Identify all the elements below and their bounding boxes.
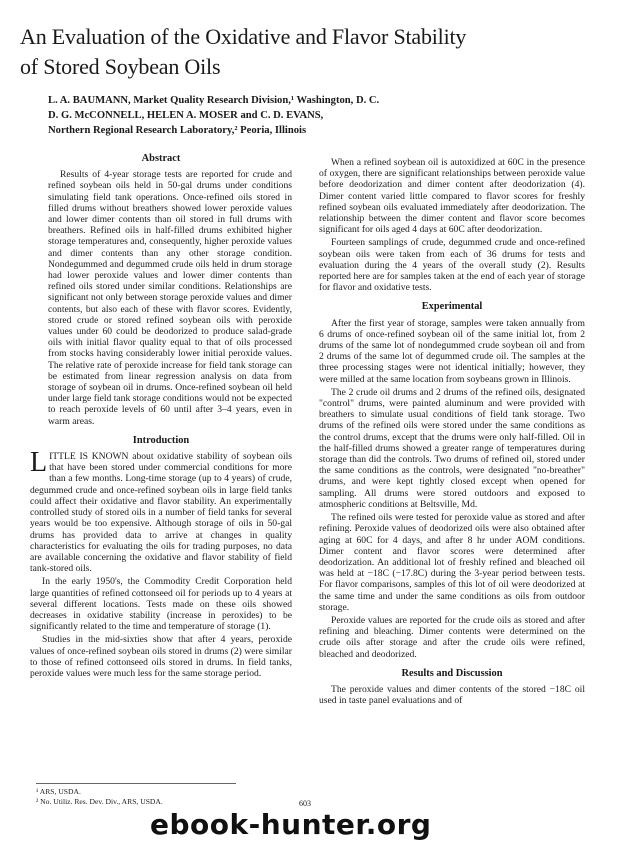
watermark: ebook-hunter.org xyxy=(150,808,432,841)
abstract-heading: Abstract xyxy=(141,153,181,164)
page-number: 603 xyxy=(299,799,311,808)
paper-title xyxy=(20,22,600,82)
introduction-paragraph-2: In the early 1950's, the Commodity Credit Corporation held large quantities of refined cottonseed oil for periods up to 4 years at several different locations. Tests made on these oils showed decreases in oxidative stability (increase in peroxides) to be significantly related to the time and temperature of storage (1). xyxy=(30,576,292,633)
footnote-1: ¹ ARS, USDA. xyxy=(36,787,81,796)
right-intro-paragraph-2: Fourteen samplings of crude, degummed crude and once-refined soybean oils were taken from each of 36 drums for tests and evaluation during the 4 years of the overall study (2). Results reported here are for samples taken at the end of each year of storage for flavor and oxidative tests. xyxy=(319,237,585,294)
author-line-2: D. G. McCONNELL, HELEN A. MOSER and C. D. EVANS, xyxy=(48,110,324,121)
footnotes xyxy=(36,783,236,806)
title-line-2: of Stored Soybean Oils xyxy=(20,54,221,79)
right-column xyxy=(319,157,585,708)
footnote-2: ² No. Utiliz. Res. Dev. Div., ARS, USDA. xyxy=(36,796,163,806)
abstract-text: Results of 4-year storage tests are reported for crude and refined soybean oils held in 50-gal drums under conditions simulating field tank operations. Once-refined oils stored in filled drums without breathers showed lower peroxide values and lower dimer contents than oil stored in full drums with breathers. Refined oils in half-filled drums exhibited higher storage temperatures and, consequently, higher peroxide values and dimer contents than any other storage condition. Nondegummed and degummed crude oils held in drum storage had lower peroxide values and lower dimer contents than refined oils stored under similar conditions. Relationships are significant not only between storage peroxide values and dimer contents, but also each of these with flavor scores. Evidently, stored crude or stored refined soybean oils with peroxide values under 60 could be deodorized to produce salad-grade oils with initial flavor quality equal to that of oils processed from stocks having considerably lower initial peroxide values. The relative rate of peroxide increase for field tank storage can be estimated from linear regression analysis on data from storage of soybean oil in drums. Once-refined soybean oil held under large field tank storage conditions would not be expected to reach peroxide levels of 60 until after 3–4 years, even in warm areas. xyxy=(48,169,292,427)
author-line-1: L. A. BAUMANN, Market Quality Research Division,¹ Washington, D. C. xyxy=(48,95,380,106)
author-block xyxy=(48,93,608,138)
experimental-heading: Experimental xyxy=(421,301,483,313)
right-intro-paragraph-1: When a refined soybean oil is autoxidized at 60C in the presence of oxygen, there are significant relationships between peroxide value before deodorization and dimer content after deodorization (4). Dimer content varied little compared to flavor scores for freshly refined soybean oils evaluated immediately after deodorization. The relationship between the dimer content and flavor score becomes significant for oils aged 4 days at 60C after deodorization. xyxy=(319,157,585,236)
experimental-paragraph-2: The 2 crude oil drums and 2 drums of the refined oils, designated "control" drums, were painted aluminum and were provided with breathers to simulate usual conditions of field tank storage. Two drums of the refined oils were stored under the same conditions as the control drums, except that the drums were only half-filled. Oil in the half-filled drums showed a greater range of temperatures during storage than did the controls. Two drums of refined oil, stored under the same conditions as the controls, were designated "no-breather" drums, and were kept tightly closed except when opened for sampling. All drums were stored outdoors and exposed to atmospheric conditions at Beltsville, Md. xyxy=(319,386,585,510)
introduction-paragraph-1 xyxy=(30,447,293,575)
left-column xyxy=(30,153,292,681)
experimental-paragraph-1: After the first year of storage, samples were taken annually from 6 drums of once-refined soybean oil of the same initial lot, from 2 drums of the same lot of nondegummed crude soybean oil and from 2 drums of the same lot of degummed crude oil. The samples at the three processing stages were not identical initially; however, they were milled at the same location from soybeans grown in Illinois. xyxy=(319,317,585,385)
experimental-paragraph-3: The refined oils were tested for peroxide value as stored and after refining. Peroxide values of deodorized oils were also obtained after aging at 60C for 4 days, and after 8 hr under AOM conditions. Dimer content and flavor scores were determined after deodorization. An additional lot of freshly refined and bleached oil was held at −18C (−17.8C) during the 3-year period between tests. For flavor comparisons, samples of this lot of oil were deodorized at the same time and under the same conditions as oils from outdoor storage. xyxy=(319,512,585,613)
experimental-paragraph-4: Peroxide values are reported for the crude oils as stored and after refining and bleaching. Dimer contents were determined on the crude oils after storage and after the crude oils were refined, bleached and deodorized. xyxy=(319,614,585,660)
results-paragraph-1: The peroxide values and dimer contents of the stored −18C oil used in taste panel evaluations and of xyxy=(319,683,585,707)
abstract xyxy=(30,169,292,427)
drop-cap: L xyxy=(30,447,48,479)
introduction-paragraph-3: Studies in the mid-sixties show that after 4 years, peroxide values of once-refined soybean oils stored in drums (2) were similar to those of refined cottonseed oils stored in drums. In field tanks, peroxide values were much less for the same storage period. xyxy=(30,634,292,679)
title-line-1: An Evaluation of the Oxidative and Flavor Stability xyxy=(20,24,467,49)
results-heading: Results and Discussion xyxy=(401,667,503,679)
intro-lead-in: ITTLE IS KNOWN xyxy=(49,451,129,463)
author-line-3: Northern Regional Research Laboratory,² Peoria, Illinois xyxy=(48,125,307,136)
introduction-heading: Introduction xyxy=(132,434,190,446)
intro-p1-text: about oxidative stability of soybean oils that have been stored under commercial conditions for more than a few months. Long-time storage (up to 4 years) of crude, degummed crude and once-refined soybean oils in large field tanks could affect their oxidative and flavor stability. An experimentally controlled study of stored oils in a number of field tanks for several years would be too expensive. Although storage of oils in 50-gal drums has provided data to arrive at changes in quality characteristics for evaluating the oils for trading purposes, no data are available concerning the oxidative and flavor stability of field tank-stored oils. xyxy=(30,451,293,575)
